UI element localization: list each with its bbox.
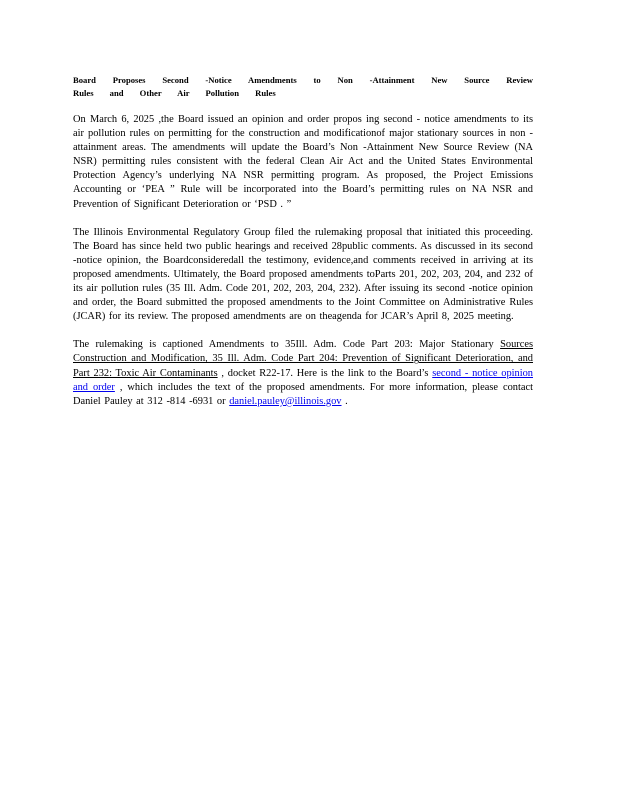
document-page <box>73 74 533 423</box>
paragraph-announcement: On March 6, 2025 ,the Board issued an opinion and order propos ing second - notice amendments to its air pollution rules on permitting for the construction and modificationof major stationary sources in non -attainment areas. The amendments will update the Board’s Non -Attainment New Source Review (NA NSR) permitting rules consistent with the federal Clean Air Act and the United States Environmental Protection Agency’s underlying NA NSR permitting program. As proposed, the Project Emissions Accounting or ‘PEA ” Rule will be incorporated into the Board’s permitting rules on NA NSR and Prevention of Significant Deterioration or ‘PSD . ” <box>73 114 533 210</box>
contact-text: , which includes the text of the proposed amendments. For more information, please contact Daniel Pauley at 312 -814 -6931 or <box>73 381 533 407</box>
docket-text: , docket R22-17. Here is the link to the Board’s <box>217 367 433 379</box>
rulemaking-caption-title: Sources Construction and Modification, 35 Ill. Adm. Code Part 204: Prevention of Significant Deterioration, and Part 232: Toxic Air Contaminants <box>73 339 533 379</box>
paragraph-background: The Illinois Environmental Regulatory Group filed the rulemaking proposal that initiated this proceeding. The Board has since held two public hearings and received 28public comments. As discussed in its second -notice opinion, the Boardconsideredall the testimony, evidence,and comments received in arriving at its proposed amendments. Ultimately, the Board proposed amendments toParts 201, 202, 203, 204, and 232 of its air pollution rules (35 Ill. Adm. Code 201, 202, 203, 204, 232). After issuing its second -notice opinion and order, the Board submitted the proposed amendments to the Joint Committee on Administrative Rules (JCAR) for its review. The proposed amendments are on theagenda for JCAR’s April 8, 2025 meeting. <box>73 226 533 323</box>
second-notice-opinion-link[interactable]: second - notice opinion and order <box>73 367 533 393</box>
document-title: Board Proposes Second -Notice Amendments to Non -Attainment New Source Review Rules and Other Air Pollution Rules <box>73 75 533 98</box>
caption-intro-text: The rulemaking is captioned Amendments to 35Ill. Adm. Code Part 203: Major Stationary <box>73 339 501 351</box>
paragraph-rulemaking-caption <box>73 338 533 408</box>
paragraph-end-text: . <box>341 395 348 407</box>
contact-email-link[interactable]: daniel.pauley@illinois.gov <box>229 395 342 407</box>
